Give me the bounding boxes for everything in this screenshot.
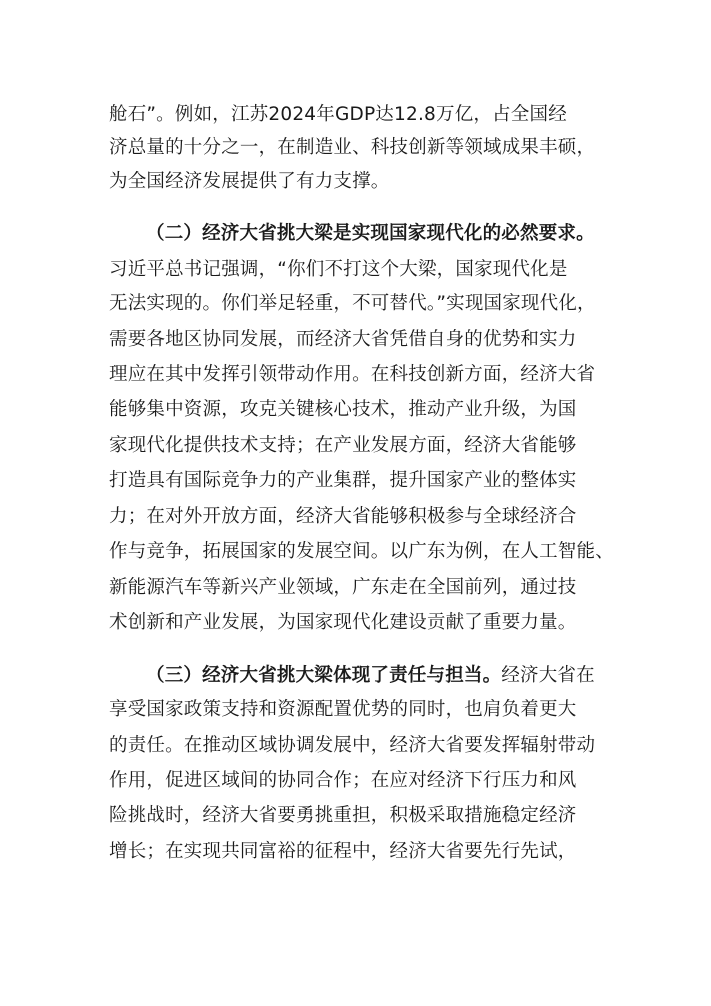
paragraph-line: 险挑战时，经济大省要勇挑重担，积极采取措施稳定经济 <box>109 805 577 826</box>
paragraph-line: 舱石”。例如，江苏2024年GDP达12.8万亿，占全国经 <box>109 104 567 125</box>
section-heading-3-line <box>146 664 636 688</box>
paragraph-line: 享受国家政策支持和资源配置优势的同时，也肩负着更大 <box>109 699 577 720</box>
paragraph-line: 新能源汽车等新兴产业领域，广东走在全国前列，通过技 <box>109 577 577 598</box>
paragraph-line: 作与竞争，拓展国家的发展空间。以广东为例，在人工智能、 <box>109 541 614 562</box>
paragraph-line: 家现代化提供技术支持；在产业发展方面，经济大省能够 <box>109 435 577 456</box>
paragraph-line: 济总量的十分之一，在制造业、科技创新等领域成果丰硕， <box>109 137 596 158</box>
paragraph-line: 需要各地区协同发展，而经济大省凭借自身的优势和实力 <box>109 329 577 350</box>
paragraph-line: 打造具有国际竞争力的产业集群，提升国家产业的整体实 <box>109 470 577 491</box>
section-heading-2: （二）经济大省挑大梁是实现国家现代化的必然要求。 <box>146 223 595 244</box>
paragraph-line: 无法实现的。你们举足轻重，不可替代。”实现国家现代化， <box>109 293 596 314</box>
paragraph-line: 理应在其中发挥引领带动作用。在科技创新方面，经济大省 <box>109 364 596 385</box>
paragraph-line: 的责任。在推动区域协调发展中，经济大省要发挥辐射带动 <box>109 735 596 756</box>
heading-3-continuation: 经济大省在 <box>501 665 595 686</box>
paragraph-line: 作用，促进区域间的协同合作；在应对经济下行压力和风 <box>109 770 577 791</box>
paragraph-line: 力；在对外开放方面，经济大省能够积极参与全球经济合 <box>109 506 577 527</box>
paragraph-line: 为全国经济发展提供了有力支撑。 <box>109 171 390 192</box>
paragraph-line: 术创新和产业发展，为国家现代化建设贡献了重要力量。 <box>109 612 577 633</box>
section-heading-3: （三）经济大省挑大梁体现了责任与担当。 <box>146 665 502 686</box>
paragraph-line: 习近平总书记强调，“你们不打这个大梁，国家现代化是 <box>109 259 568 280</box>
paragraph-line: 能够集中资源，攻克关键核心技术，推动产业升级，为国 <box>109 399 577 420</box>
paragraph-line: 增长；在实现共同富裕的征程中，经济大省要先行先试， <box>109 841 577 862</box>
